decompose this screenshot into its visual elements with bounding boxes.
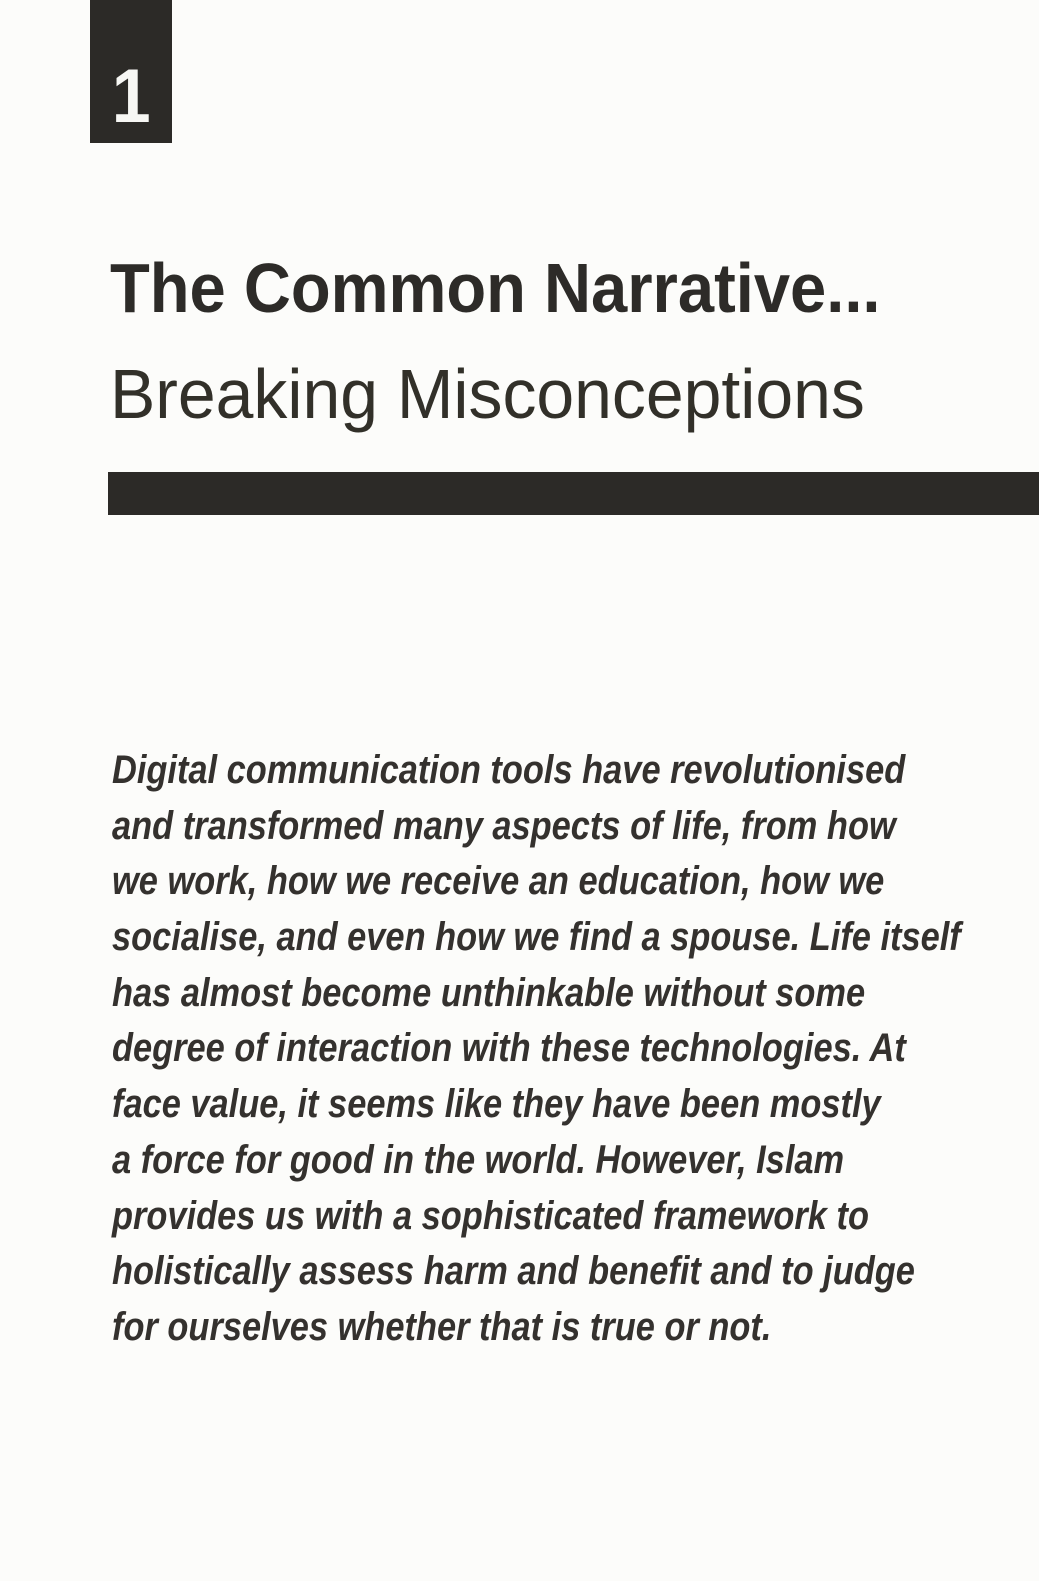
chapter-title-line-1-text: The Common Narrative... bbox=[110, 249, 881, 327]
chapter-title-line-2 bbox=[110, 341, 939, 447]
paragraph-line bbox=[112, 1300, 1039, 1356]
paragraph-line-text: we work, how we receive an education, how we bbox=[112, 859, 885, 904]
paragraph-line-text: a force for good in the world. However, Islam bbox=[112, 1137, 845, 1182]
paragraph-line-text: Digital communication tools have revolutionised bbox=[112, 748, 906, 792]
chapter-title-line-1 bbox=[110, 235, 939, 341]
chapter-number-box bbox=[90, 0, 172, 143]
paragraph-line bbox=[112, 966, 1039, 1022]
paragraph-line-text: and transformed many aspects of life, from how bbox=[112, 803, 896, 848]
paragraph-line-text: face value, it seems like they have been mostly bbox=[112, 1082, 881, 1127]
intro-paragraph bbox=[112, 743, 1039, 1356]
paragraph-line-text: has almost become unthinkable without some bbox=[112, 970, 866, 1015]
paragraph-line bbox=[112, 1077, 1039, 1133]
paragraph-line bbox=[112, 1189, 1039, 1245]
chapter-number: 1 bbox=[111, 54, 151, 139]
paragraph-line bbox=[112, 799, 1039, 855]
chapter-title bbox=[110, 235, 939, 447]
section-divider-bar bbox=[108, 472, 1039, 515]
paragraph-line-text: socialise, and even how we find a spouse. Life itself bbox=[112, 915, 961, 960]
paragraph-line-text: degree of interaction with these technologies. At bbox=[112, 1026, 906, 1071]
paragraph-line-text: provides us with a sophisticated framework to bbox=[112, 1193, 869, 1238]
chapter-title-line-2-text: Breaking Misconceptions bbox=[110, 355, 865, 433]
paragraph-line bbox=[112, 743, 1039, 799]
paragraph-line bbox=[112, 1244, 1039, 1300]
paragraph-line bbox=[112, 1021, 1039, 1077]
paragraph-line bbox=[112, 910, 1039, 966]
paragraph-line-text: holistically assess harm and benefit and to judge bbox=[112, 1249, 915, 1294]
paragraph-line-text: for ourselves whether that is true or not. bbox=[112, 1304, 772, 1349]
paragraph-line bbox=[112, 854, 1039, 910]
paragraph-line bbox=[112, 1133, 1039, 1189]
